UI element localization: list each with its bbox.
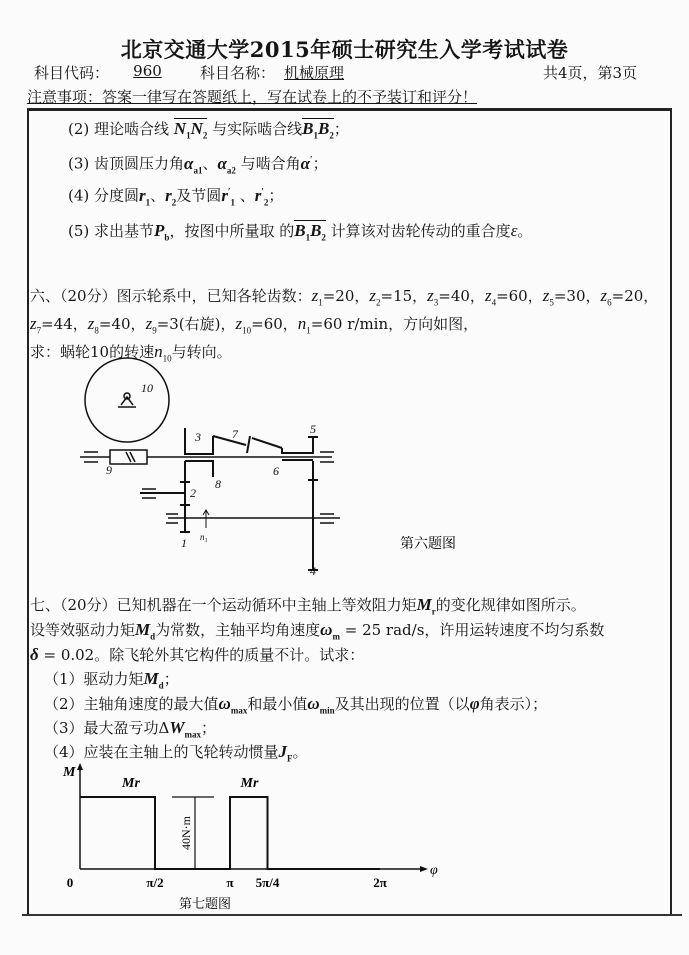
math-base: B	[310, 221, 322, 240]
notice: 注意事项：答案一律写在答题纸上，写在试卷上的不予装订和评分！	[27, 88, 478, 106]
math-sub: 1	[230, 197, 235, 208]
math-sup: ′	[227, 186, 231, 196]
math-sub: max	[184, 729, 202, 740]
math-sub: 8	[94, 325, 99, 336]
bottom-rule	[22, 914, 682, 916]
text-run: 及节圆	[176, 186, 222, 205]
math-base: ω	[307, 694, 320, 713]
math-sub: a2	[226, 165, 236, 176]
series-mr-line	[80, 797, 380, 869]
x-tick-label: 2π	[373, 875, 387, 890]
text-run: 的变化规律如图所示。	[435, 596, 586, 614]
math-base: B	[294, 221, 306, 240]
math-sub: 9	[152, 325, 157, 336]
text-run: ；	[333, 120, 349, 138]
math-base: M	[143, 669, 159, 688]
math-base: N	[173, 119, 187, 138]
math-base: φ	[469, 694, 480, 713]
text-run: 与转向。	[171, 343, 232, 361]
text-run: 及其出现的位置（以	[334, 695, 470, 713]
y-axis-label: M	[63, 765, 76, 780]
subject-name: 机械原理	[284, 64, 345, 82]
math-sub: 10	[162, 353, 172, 364]
math-sub: min	[319, 705, 335, 716]
math-base: z	[542, 286, 550, 305]
figure-6-caption: 第六题图	[400, 537, 456, 552]
text-run: (3) 齿顶圆压力角	[68, 154, 185, 173]
math-sub: 3	[433, 297, 439, 308]
math-base: r	[221, 185, 228, 205]
text-run: 六、（20分）图示轮系中，已知各轮齿数：	[30, 287, 312, 305]
page-info: 共4页，第3页	[543, 64, 638, 82]
text-run: （4）应装在主轴上的飞轮转动惯量	[44, 743, 279, 761]
text-run: 和最小值	[247, 695, 308, 713]
text-run: =60 r/min，方向如图，	[310, 315, 479, 333]
text-run: ；	[163, 670, 179, 688]
math-sub: 6	[607, 297, 612, 308]
math-sub: 2	[263, 197, 269, 208]
math-base: z	[427, 286, 434, 305]
text-run: 与啮合角	[235, 154, 301, 173]
math-sub: 1	[318, 297, 323, 308]
x-tick-label: π/2	[146, 875, 164, 890]
text-run: （1）驱动力矩	[44, 670, 144, 688]
math-sub: 1	[186, 130, 191, 141]
subject-name-label: 科目名称：	[200, 64, 276, 82]
math-base: r	[139, 185, 146, 205]
text-run: ；	[201, 719, 217, 737]
math-sub: 2	[376, 297, 381, 308]
math-sub: 1	[145, 197, 151, 208]
math-sub: 1	[306, 325, 311, 336]
label-gear-2: 2	[190, 486, 196, 500]
text-run: （2）主轴角速度的最大值	[44, 695, 219, 713]
text-run: = 0.02。除飞轮外其它构件的质量不计。试求：	[38, 646, 365, 664]
x-axis-label: φ	[430, 863, 438, 878]
math-base: B	[317, 119, 330, 138]
math-base: α	[300, 153, 311, 173]
math-base: r	[254, 185, 262, 205]
math-base: z	[484, 286, 492, 305]
x-tick-label: 0	[66, 875, 74, 890]
text-run: ，按图中所量取 的	[169, 222, 295, 240]
series-label-mr: Mr	[240, 776, 259, 791]
math-sub: 2	[202, 130, 208, 141]
x-tick-label: π	[226, 875, 234, 890]
label-worm-wheel-10: 10	[141, 381, 153, 395]
text-run: (2) 理论啮合线	[68, 120, 174, 138]
math-sub: 2	[171, 197, 177, 208]
math-base: α	[217, 153, 227, 173]
text-run: = 25 rad/s，许用运转速度不均匀系数	[339, 621, 605, 639]
math-base: z	[87, 314, 95, 333]
text-run: =20，	[322, 287, 370, 305]
math-base: r	[165, 185, 172, 205]
text-run: 七、（20分）已知机器在一个运动循环中主轴上等效阻力矩	[30, 596, 417, 614]
math-sub: 1	[305, 232, 311, 243]
text-run: =44，	[41, 315, 88, 333]
text-run: 角表示）；	[479, 695, 548, 713]
text-run: 计算该对齿轮传动的重合度	[325, 222, 511, 240]
math-sup: ′	[310, 154, 313, 164]
text-run: =60，	[496, 287, 543, 305]
text-run: （3）最大盈亏功Δ	[44, 719, 170, 737]
text-run: 。	[292, 743, 308, 761]
text-run: =40，	[438, 287, 485, 305]
math-base: z	[600, 286, 608, 305]
math-base: z	[145, 314, 153, 333]
math-sub: d	[150, 631, 156, 642]
math-sub: m	[332, 631, 340, 642]
math-base: α	[184, 153, 194, 173]
math-base: B	[302, 119, 314, 138]
math-base: δ	[30, 645, 39, 664]
text-run: 。	[517, 222, 533, 240]
math-sub: 7	[36, 325, 42, 336]
math-sub: b	[164, 232, 170, 243]
label-gear-1: 1	[181, 536, 187, 550]
math-base: M	[416, 595, 432, 614]
label-gear-5: 5	[310, 422, 316, 436]
math-base: J	[278, 742, 288, 761]
math-base: z	[311, 286, 319, 305]
text-run: =60，	[251, 315, 298, 333]
text-run: 、	[150, 186, 166, 205]
text-run: ；	[268, 186, 284, 205]
label-worm-9: 9	[106, 463, 112, 477]
math-sub: 2	[321, 232, 326, 243]
math-base: n	[297, 314, 307, 333]
math-base: W	[169, 718, 185, 737]
math-base: N	[190, 119, 203, 138]
math-sub: d	[158, 680, 164, 691]
math-base: ω	[320, 620, 333, 639]
math-sub: 2	[329, 130, 334, 141]
math-sub: a1	[193, 165, 203, 176]
math-sub: 5	[549, 297, 554, 308]
text-run: 、	[202, 154, 218, 173]
math-base: ε	[510, 221, 518, 240]
label-gear-4: 4	[310, 564, 316, 578]
math-sub: 1	[313, 130, 318, 141]
text-run: (5) 求出基节	[68, 222, 155, 240]
math-sub: 10	[242, 325, 252, 336]
text-run: 、	[234, 186, 255, 205]
x-tick-label: 5π/4	[255, 875, 280, 890]
text-run: =3(右旋)，	[156, 315, 236, 333]
math-sub: max	[230, 705, 248, 716]
math-sub: r	[431, 606, 436, 617]
text-run: 为常数，主轴平均角速度	[155, 621, 321, 639]
text-run: (4) 分度圆	[68, 186, 140, 205]
math-base: n	[154, 342, 163, 361]
math-sub: F	[287, 753, 293, 764]
label-gear-6: 6	[273, 464, 279, 478]
text-run: =40，	[98, 315, 146, 333]
subject-code-label: 科目代码：	[34, 64, 110, 82]
subject-code: 960	[133, 62, 162, 80]
math-base: M	[135, 620, 151, 639]
figure-7-caption: 第七题图	[178, 896, 232, 911]
text-run: 与实际啮合线	[207, 120, 303, 138]
math-sup: ′	[261, 186, 264, 196]
text-run: =15，	[380, 287, 428, 305]
text-run: =20，	[611, 287, 659, 305]
math-base: z	[235, 314, 243, 333]
dimension-label: 40N·m	[179, 816, 193, 850]
math-base: z	[369, 286, 376, 305]
math-sub: 4	[491, 297, 497, 308]
label-n1: n₁	[200, 532, 208, 542]
math-base: ω	[218, 694, 231, 713]
exam-title: 北京交通大学2015年硕士研究生入学考试试卷	[120, 37, 569, 62]
x-axis-arrow-icon	[420, 866, 428, 872]
label-gear-3: 3	[195, 430, 201, 444]
text-run: =30，	[553, 287, 601, 305]
math-base: z	[30, 314, 37, 333]
y-axis-arrow-icon	[77, 763, 83, 770]
text-run: 设等效驱动力矩	[30, 621, 136, 639]
label-gear-8: 8	[215, 477, 221, 491]
text-run: ；	[312, 154, 328, 173]
label-gear-7: 7	[232, 427, 238, 441]
series-label-mr: Mr	[122, 776, 140, 791]
text-run: 求：蜗轮10的转速	[30, 343, 155, 361]
math-base: P	[154, 221, 165, 240]
